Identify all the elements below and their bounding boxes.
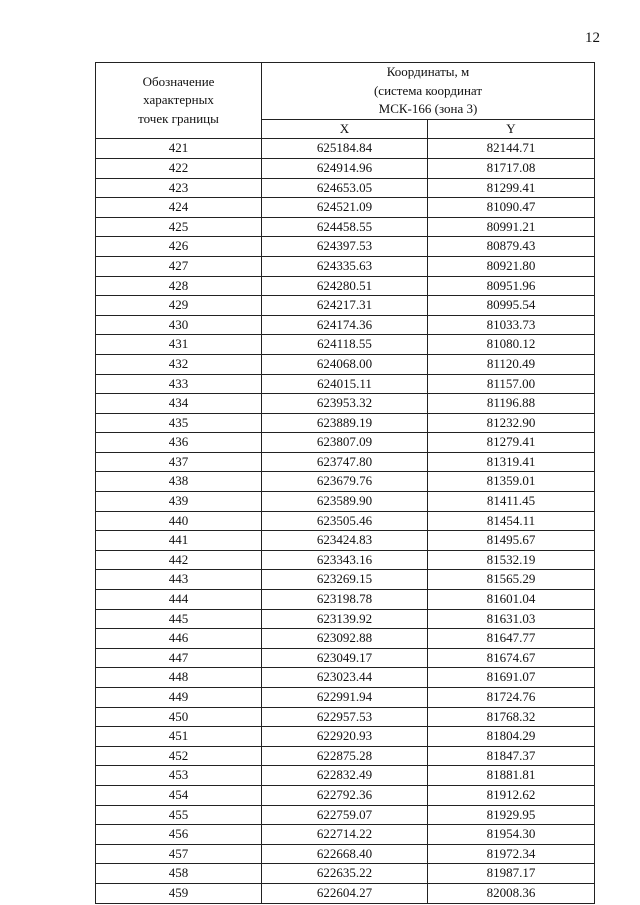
point-designation-header bbox=[96, 63, 262, 139]
y-coordinate-cell: 80921.80 bbox=[428, 256, 595, 276]
x-coordinate-cell: 624174.36 bbox=[262, 315, 428, 335]
point-cell: 432 bbox=[96, 354, 262, 374]
y-coordinate-cell: 81601.04 bbox=[428, 590, 595, 610]
x-coordinate-cell: 622759.07 bbox=[262, 805, 428, 825]
x-coordinate-cell: 624068.00 bbox=[262, 354, 428, 374]
x-coordinate-cell: 622714.22 bbox=[262, 825, 428, 845]
y-coordinate-cell: 81232.90 bbox=[428, 413, 595, 433]
y-coordinate-cell: 81495.67 bbox=[428, 531, 595, 551]
point-cell: 457 bbox=[96, 844, 262, 864]
x-coordinate-cell: 623889.19 bbox=[262, 413, 428, 433]
table-row bbox=[96, 590, 595, 610]
table-row bbox=[96, 805, 595, 825]
x-coordinate-cell: 623198.78 bbox=[262, 590, 428, 610]
point-cell: 444 bbox=[96, 590, 262, 610]
x-coordinate-cell: 624335.63 bbox=[262, 256, 428, 276]
page-number: 12 bbox=[585, 30, 600, 46]
table-row bbox=[96, 629, 595, 649]
table-row bbox=[96, 335, 595, 355]
x-coordinate-cell: 623139.92 bbox=[262, 609, 428, 629]
x-coordinate-cell: 622875.28 bbox=[262, 746, 428, 766]
coordinates-table bbox=[95, 62, 595, 904]
point-cell: 454 bbox=[96, 785, 262, 805]
x-column-header: X bbox=[262, 119, 428, 139]
table-row bbox=[96, 785, 595, 805]
y-coordinate-cell: 81299.41 bbox=[428, 178, 595, 198]
point-cell: 429 bbox=[96, 296, 262, 316]
table-row bbox=[96, 217, 595, 237]
point-cell: 459 bbox=[96, 883, 262, 903]
point-cell: 448 bbox=[96, 668, 262, 688]
point-cell: 441 bbox=[96, 531, 262, 551]
x-coordinate-cell: 623505.46 bbox=[262, 511, 428, 531]
y-coordinate-cell: 81768.32 bbox=[428, 707, 595, 727]
x-coordinate-cell: 624914.96 bbox=[262, 158, 428, 178]
point-cell: 427 bbox=[96, 256, 262, 276]
y-coordinate-cell: 81912.62 bbox=[428, 785, 595, 805]
table-row bbox=[96, 766, 595, 786]
point-cell: 437 bbox=[96, 452, 262, 472]
point-cell: 431 bbox=[96, 335, 262, 355]
point-cell: 438 bbox=[96, 472, 262, 492]
table-row bbox=[96, 609, 595, 629]
point-cell: 452 bbox=[96, 746, 262, 766]
y-coordinate-cell: 81954.30 bbox=[428, 825, 595, 845]
table-row bbox=[96, 531, 595, 551]
y-coordinate-cell: 81279.41 bbox=[428, 433, 595, 453]
table-row bbox=[96, 883, 595, 903]
coordinates-header bbox=[262, 63, 595, 120]
y-coordinate-cell: 80951.96 bbox=[428, 276, 595, 296]
table-row bbox=[96, 158, 595, 178]
coords-header-line: МСК-166 (зона 3) bbox=[378, 101, 478, 117]
table-row bbox=[96, 648, 595, 668]
y-coordinate-cell: 81647.77 bbox=[428, 629, 595, 649]
point-cell: 428 bbox=[96, 276, 262, 296]
y-coordinate-cell: 81847.37 bbox=[428, 746, 595, 766]
coords-header-line: (система координат bbox=[373, 82, 483, 98]
point-cell: 440 bbox=[96, 511, 262, 531]
point-cell: 445 bbox=[96, 609, 262, 629]
x-coordinate-cell: 622668.40 bbox=[262, 844, 428, 864]
table-row bbox=[96, 198, 595, 218]
y-coordinate-cell: 81881.81 bbox=[428, 766, 595, 786]
y-coordinate-cell: 80995.54 bbox=[428, 296, 595, 316]
x-coordinate-cell: 623269.15 bbox=[262, 570, 428, 590]
point-cell: 458 bbox=[96, 864, 262, 884]
point-cell: 439 bbox=[96, 492, 262, 512]
y-coordinate-cell: 81454.11 bbox=[428, 511, 595, 531]
y-coordinate-cell: 81359.01 bbox=[428, 472, 595, 492]
table-row bbox=[96, 668, 595, 688]
table-row bbox=[96, 276, 595, 296]
x-coordinate-cell: 623092.88 bbox=[262, 629, 428, 649]
y-coordinate-cell: 81196.88 bbox=[428, 394, 595, 414]
y-coordinate-cell: 81674.67 bbox=[428, 648, 595, 668]
y-coordinate-cell: 81987.17 bbox=[428, 864, 595, 884]
point-cell: 424 bbox=[96, 198, 262, 218]
y-coordinate-cell: 81090.47 bbox=[428, 198, 595, 218]
x-coordinate-cell: 624397.53 bbox=[262, 237, 428, 257]
table-row bbox=[96, 472, 595, 492]
point-cell: 423 bbox=[96, 178, 262, 198]
point-cell: 435 bbox=[96, 413, 262, 433]
x-coordinate-cell: 623747.80 bbox=[262, 452, 428, 472]
table-row bbox=[96, 825, 595, 845]
x-coordinate-cell: 624653.05 bbox=[262, 178, 428, 198]
table-row bbox=[96, 413, 595, 433]
coords-header-line: Координаты, м bbox=[386, 64, 470, 79]
table-row bbox=[96, 570, 595, 590]
y-column-header: Y bbox=[428, 119, 595, 139]
point-cell: 426 bbox=[96, 237, 262, 257]
table-row bbox=[96, 492, 595, 512]
point-cell: 451 bbox=[96, 727, 262, 747]
point-cell: 456 bbox=[96, 825, 262, 845]
point-cell: 422 bbox=[96, 158, 262, 178]
point-cell: 450 bbox=[96, 707, 262, 727]
x-coordinate-cell: 622604.27 bbox=[262, 883, 428, 903]
table-row bbox=[96, 394, 595, 414]
y-coordinate-cell: 82144.71 bbox=[428, 139, 595, 159]
x-coordinate-cell: 624217.31 bbox=[262, 296, 428, 316]
point-cell: 430 bbox=[96, 315, 262, 335]
x-coordinate-cell: 622991.94 bbox=[262, 688, 428, 708]
point-cell: 446 bbox=[96, 629, 262, 649]
x-coordinate-cell: 625184.84 bbox=[262, 139, 428, 159]
point-cell: 449 bbox=[96, 688, 262, 708]
y-coordinate-cell: 81631.03 bbox=[428, 609, 595, 629]
table-row bbox=[96, 296, 595, 316]
x-coordinate-cell: 622792.36 bbox=[262, 785, 428, 805]
table-row bbox=[96, 139, 595, 159]
x-coordinate-cell: 622920.93 bbox=[262, 727, 428, 747]
table-row bbox=[96, 178, 595, 198]
x-coordinate-cell: 623679.76 bbox=[262, 472, 428, 492]
point-cell: 442 bbox=[96, 550, 262, 570]
point-cell: 425 bbox=[96, 217, 262, 237]
x-coordinate-cell: 622635.22 bbox=[262, 864, 428, 884]
table-body bbox=[96, 139, 595, 903]
y-coordinate-cell: 81972.34 bbox=[428, 844, 595, 864]
y-coordinate-cell: 81717.08 bbox=[428, 158, 595, 178]
y-coordinate-cell: 81804.29 bbox=[428, 727, 595, 747]
x-coordinate-cell: 624521.09 bbox=[262, 198, 428, 218]
y-coordinate-cell: 81319.41 bbox=[428, 452, 595, 472]
y-coordinate-cell: 81080.12 bbox=[428, 335, 595, 355]
y-coordinate-cell: 81929.95 bbox=[428, 805, 595, 825]
table-row bbox=[96, 433, 595, 453]
table-row bbox=[96, 256, 595, 276]
table-row bbox=[96, 707, 595, 727]
table-row bbox=[96, 746, 595, 766]
table-row bbox=[96, 550, 595, 570]
point-cell: 455 bbox=[96, 805, 262, 825]
point-cell: 447 bbox=[96, 648, 262, 668]
point-cell: 453 bbox=[96, 766, 262, 786]
point-header-line: характерных bbox=[143, 92, 214, 108]
y-coordinate-cell: 80991.21 bbox=[428, 217, 595, 237]
y-coordinate-cell: 81532.19 bbox=[428, 550, 595, 570]
y-coordinate-cell: 81033.73 bbox=[428, 315, 595, 335]
x-coordinate-cell: 622832.49 bbox=[262, 766, 428, 786]
y-coordinate-cell: 81691.07 bbox=[428, 668, 595, 688]
y-coordinate-cell: 81724.76 bbox=[428, 688, 595, 708]
x-coordinate-cell: 623807.09 bbox=[262, 433, 428, 453]
x-coordinate-cell: 623049.17 bbox=[262, 648, 428, 668]
table-row bbox=[96, 237, 595, 257]
point-cell: 443 bbox=[96, 570, 262, 590]
y-coordinate-cell: 80879.43 bbox=[428, 237, 595, 257]
table-row bbox=[96, 844, 595, 864]
x-coordinate-cell: 623953.32 bbox=[262, 394, 428, 414]
x-coordinate-cell: 624280.51 bbox=[262, 276, 428, 296]
table-row bbox=[96, 511, 595, 531]
y-coordinate-cell: 81157.00 bbox=[428, 374, 595, 394]
table-row bbox=[96, 452, 595, 472]
x-coordinate-cell: 624015.11 bbox=[262, 374, 428, 394]
table-row bbox=[96, 315, 595, 335]
y-coordinate-cell: 81120.49 bbox=[428, 354, 595, 374]
table-row bbox=[96, 374, 595, 394]
x-coordinate-cell: 624118.55 bbox=[262, 335, 428, 355]
point-header-line: точек границы bbox=[138, 110, 219, 126]
point-cell: 434 bbox=[96, 394, 262, 414]
x-coordinate-cell: 622957.53 bbox=[262, 707, 428, 727]
point-header-line: Обозначение bbox=[142, 73, 215, 89]
table-header-row bbox=[96, 63, 595, 120]
x-coordinate-cell: 623589.90 bbox=[262, 492, 428, 512]
x-coordinate-cell: 624458.55 bbox=[262, 217, 428, 237]
table-row bbox=[96, 727, 595, 747]
table-row bbox=[96, 688, 595, 708]
y-coordinate-cell: 81411.45 bbox=[428, 492, 595, 512]
x-coordinate-cell: 623343.16 bbox=[262, 550, 428, 570]
table-row bbox=[96, 864, 595, 884]
x-coordinate-cell: 623424.83 bbox=[262, 531, 428, 551]
y-coordinate-cell: 81565.29 bbox=[428, 570, 595, 590]
x-coordinate-cell: 623023.44 bbox=[262, 668, 428, 688]
point-cell: 436 bbox=[96, 433, 262, 453]
point-cell: 433 bbox=[96, 374, 262, 394]
point-cell: 421 bbox=[96, 139, 262, 159]
y-coordinate-cell: 82008.36 bbox=[428, 883, 595, 903]
table-row bbox=[96, 354, 595, 374]
